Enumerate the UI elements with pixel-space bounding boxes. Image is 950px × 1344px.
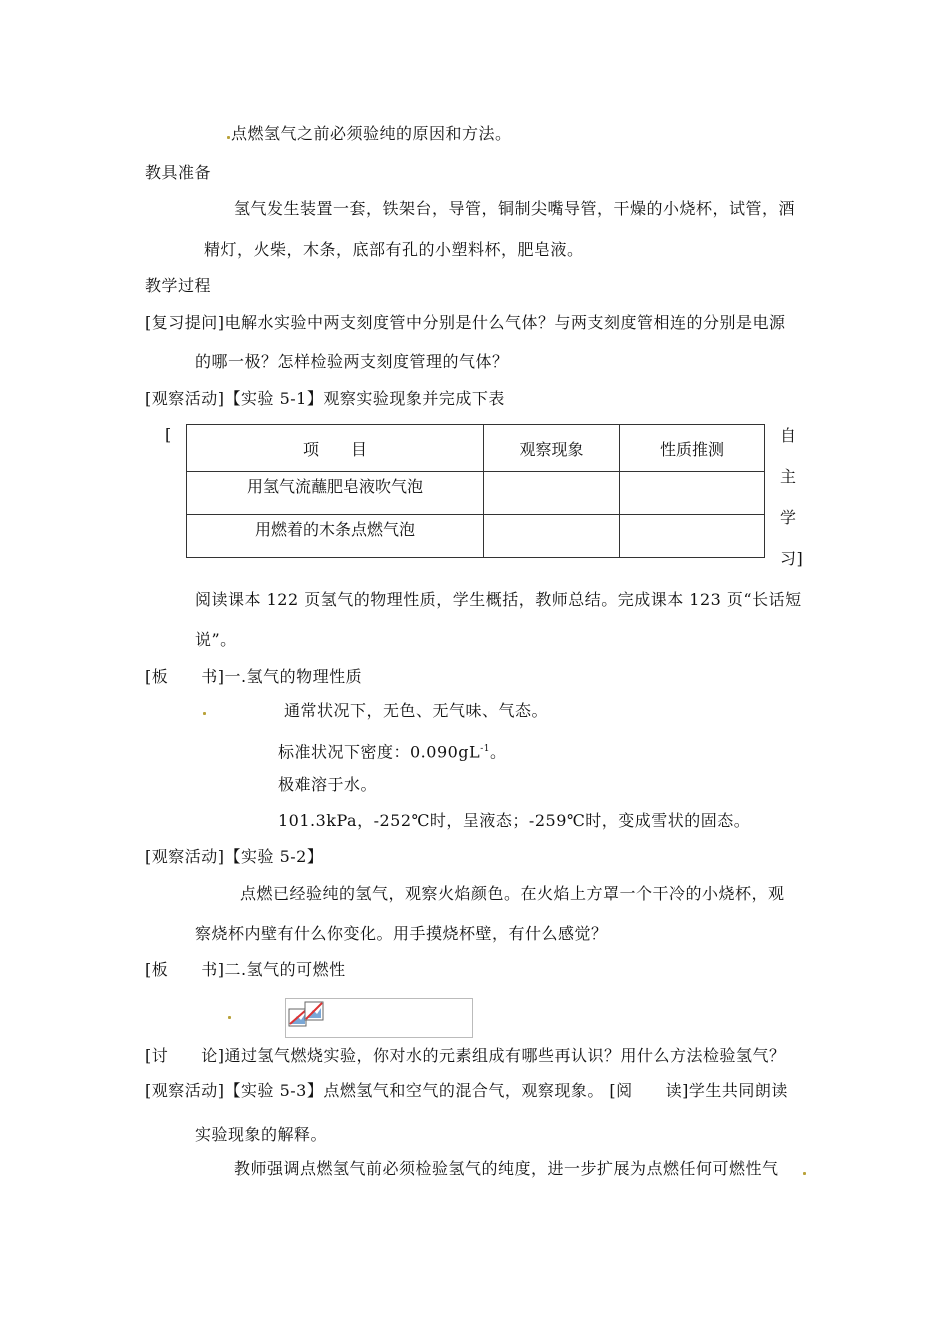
- burning-line-2: 察烧杯内壁有什么你变化。用手摸烧杯壁，有什么感觉？: [195, 924, 608, 943]
- table-header-row: [187, 425, 765, 472]
- table-cell: [620, 472, 765, 515]
- board-note-physical: [板 书]一.氢气的物理性质: [145, 667, 363, 686]
- teacher-emphasis-line: 教师强调点燃氢气前必须检验氢气的纯度，进一步扩展为点燃任何可燃性气: [234, 1159, 779, 1178]
- reading-line-2: 说”。: [195, 630, 237, 649]
- teaching-aids-line-2: 精灯，火柴，木条，底部有孔的小塑料杯，肥皂液。: [204, 240, 584, 259]
- property-line-3: 极难溶于水。: [278, 775, 378, 794]
- heading-teaching-process: 教学过程: [145, 276, 212, 295]
- experiment-5-2-heading: [观察活动]【实验 5-2】: [145, 847, 324, 866]
- review-question-line-1: [复习提问]电解水实验中两支刻度管中分别是什么气体？与两支刻度管相连的分别是电源: [145, 313, 786, 332]
- discussion-line: [讨 论]通过氢气燃烧实验，你对水的元素组成有哪些再认识？用什么方法检验氢气？: [145, 1046, 786, 1065]
- review-question-line-2: 的哪一极？怎样检验两支刻度管理的气体？: [195, 352, 509, 371]
- decor-dot: [227, 136, 230, 139]
- side-label-char: 学: [780, 508, 797, 527]
- side-label-char: 主: [780, 467, 797, 486]
- explanation-line: 实验现象的解释。: [195, 1125, 328, 1144]
- table-header-cell: 观察现象: [484, 425, 620, 472]
- board-note-combustibility: [板 书]二.氢气的可燃性: [145, 960, 346, 979]
- decor-dot: [228, 1016, 231, 1019]
- heading-teaching-aids: 教具准备: [145, 163, 212, 182]
- objective-line: 点燃氢气之前必须验纯的原因和方法。: [231, 124, 512, 143]
- table-cell: [484, 515, 620, 558]
- burning-line-1: 点燃已经验纯的氢气，观察火焰颜色。在火焰上方罩一个干冷的小烧杯，观: [240, 884, 785, 903]
- side-label-char: 自: [780, 426, 797, 445]
- side-label-char: 习]: [780, 549, 804, 568]
- table-header-cell: 性质推测: [620, 425, 765, 472]
- decor-dot: [803, 1172, 806, 1175]
- experiment-5-3-line: [观察活动]【实验 5-3】点燃氢气和空气的混合气，观察现象。 [阅 读]学生共同朗读: [145, 1081, 788, 1100]
- table-header-cell: 项 目: [187, 425, 484, 472]
- observation-table: [186, 424, 765, 558]
- table-row: [187, 472, 765, 515]
- reading-line-1: 阅读课本 122 页氢气的物理性质，学生概括，教师总结。完成课本 123 页“长话短: [195, 590, 802, 609]
- decor-dot: [203, 712, 206, 715]
- property-line-1: 通常状况下，无色、无气味、气态。: [284, 701, 549, 720]
- property-line-4: 101.3kPa，-252℃时，呈液态；-259℃时，变成雪状的固态。: [278, 811, 751, 830]
- table-cell: [620, 515, 765, 558]
- table-cell: [484, 472, 620, 515]
- table-cell: 用氢气流蘸肥皂液吹气泡: [187, 472, 484, 515]
- broken-image-placeholder: [285, 998, 473, 1038]
- teaching-aids-line-1: 氢气发生装置一套，铁架台，导管，铜制尖嘴导管，干燥的小烧杯，试管，酒: [234, 199, 796, 218]
- experiment-5-1-heading: [观察活动]【实验 5-1】观察实验现象并完成下表: [145, 389, 505, 408]
- bracket-open: [: [165, 425, 172, 444]
- table-cell: 用燃着的木条点燃气泡: [187, 515, 484, 558]
- property-line-2: 标准状况下密度：$0.090gL^{-1}$。: [278, 742, 507, 762]
- image-icon: [288, 1000, 324, 1030]
- table-row: [187, 515, 765, 558]
